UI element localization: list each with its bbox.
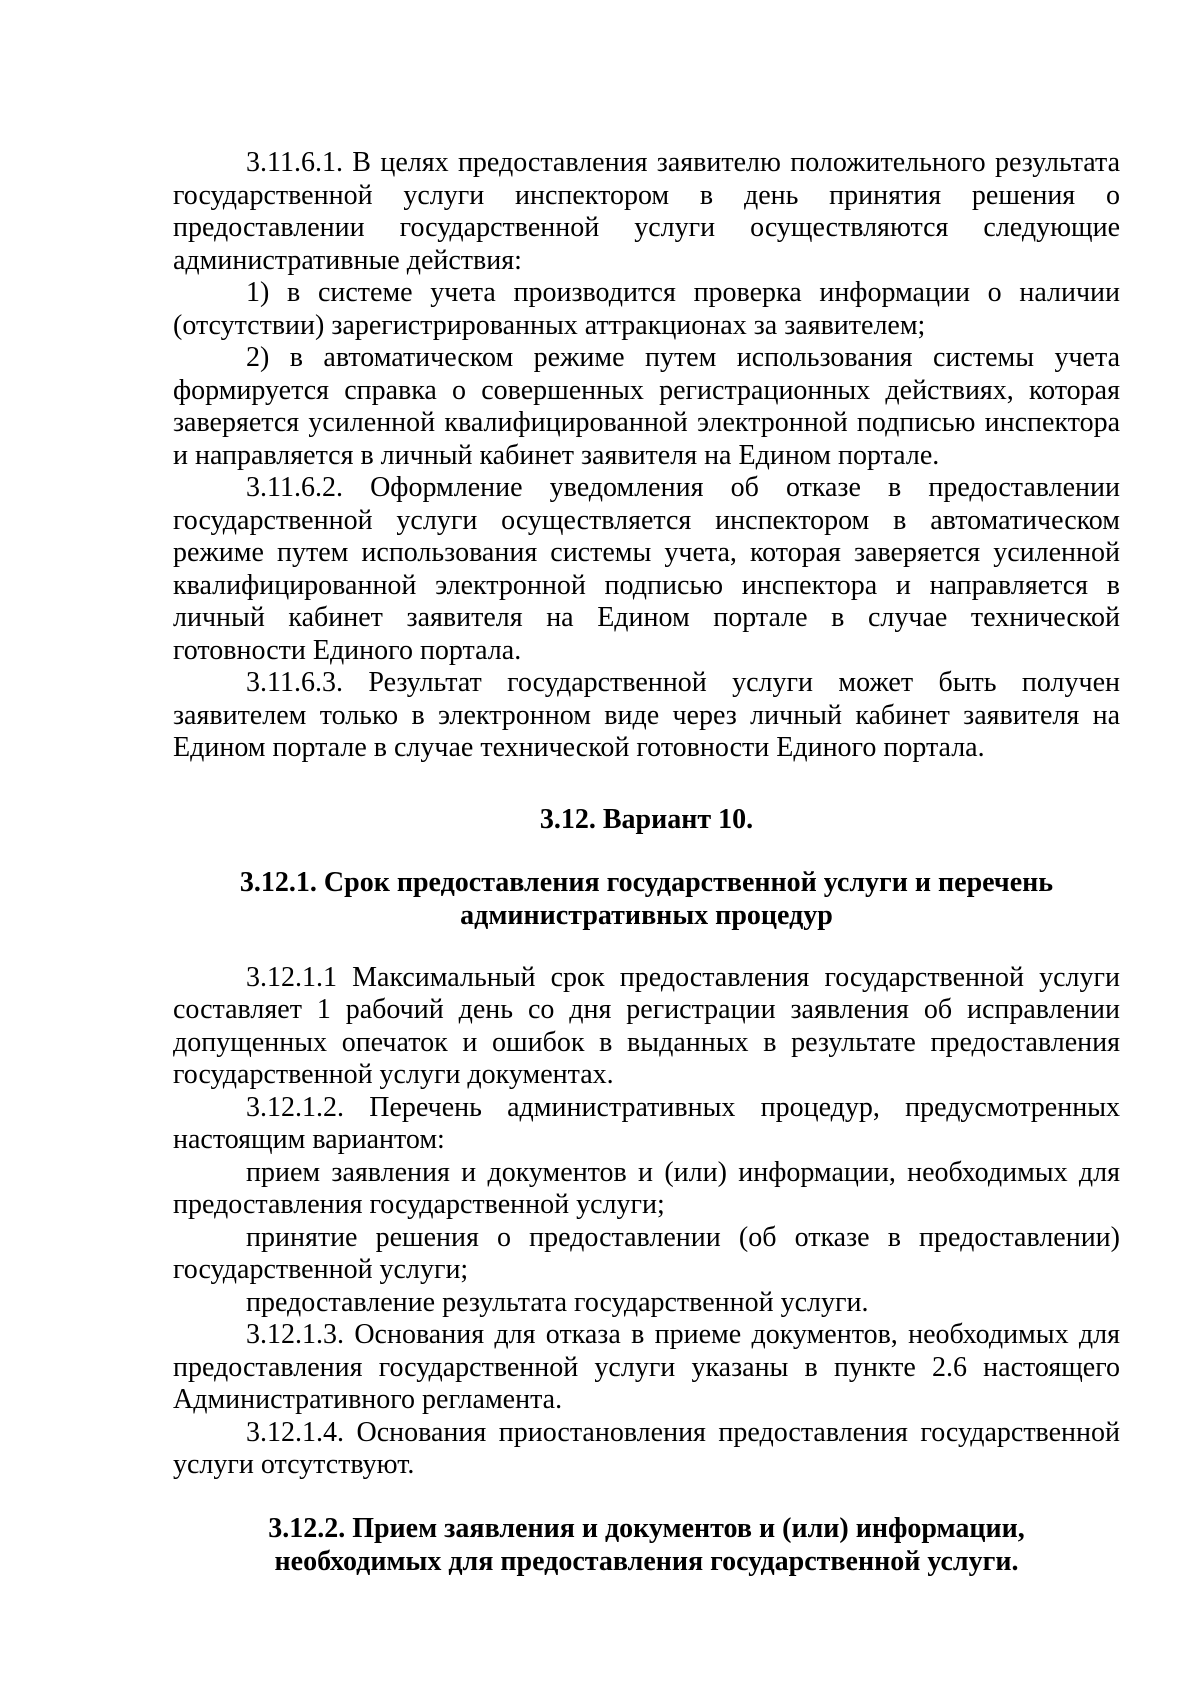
subsection-heading-3-12-1-line2: административных процедур bbox=[460, 899, 833, 931]
paragraph-3-12-1-2: 3.12.1.2. Перечень административных процедур, предусмотренных настоящим вариантом: bbox=[173, 1091, 1120, 1155]
list-item-procedure-3: предоставление результата государственной услуги. bbox=[246, 1286, 869, 1318]
list-item-procedure-2: принятие решения о предоставлении (об отказе в предоставлении) государственной услуги; bbox=[173, 1221, 1120, 1285]
section-heading-3-12: 3.12. Вариант 10. bbox=[539, 803, 754, 835]
paragraph-item-1: 1) в системе учета производится проверка информации о наличии (отсутствии) зарегистрированных аттракционах за заявителем; bbox=[173, 277, 1120, 341]
paragraph-3-11-6-3: 3.11.6.3. Результат государственной услуги может быть получен заявителем только в электронном виде через личный кабинет заявителя на Едином портале в случае технической готовности Единого портала. bbox=[173, 667, 1120, 763]
paragraph-3-11-6-1: 3.11.6.1. В целях предоставления заявителю положительного результата государственной услуги инспектором в день принятия решения о предоставлении государственной услуги осуществляются следующие административные действия: bbox=[173, 147, 1120, 276]
paragraph-3-11-6-2: 3.11.6.2. Оформление уведомления об отказе в предоставлении государственной услуги осуществляется инспектором в автоматическом режиме путем использования системы учета, которая заверяется усиленной квалифицированной электронной подписью инспектора и направляется в личный кабинет заявителя на Едином портале в случае технической готовности Единого портала. bbox=[173, 472, 1120, 666]
subsection-heading-3-12-2-line1: 3.12.2. Прием заявления и документов и (или) информации, bbox=[268, 1512, 1025, 1544]
document-page bbox=[173, 147, 1120, 1578]
paragraph-3-12-1-1: 3.12.1.1 Максимальный срок предоставления государственной услуги составляет 1 рабочий день со дня регистрации заявления об исправлении допущенных опечаток и ошибок в выданных в результате предоставления государственной услуги документах. bbox=[173, 961, 1120, 1090]
paragraph-item-2: 2) в автоматическом режиме путем использования системы учета формируется справка о совершенных регистрационных действиях, которая заверяется усиленной квалифицированной электронной подписью инспектора и направляется в личный кабинет заявителя на Едином портале. bbox=[173, 342, 1120, 471]
paragraph-3-12-1-4: 3.12.1.4. Основания приостановления предоставления государственной услуги отсутствуют. bbox=[173, 1416, 1120, 1480]
subsection-heading-3-12-2 bbox=[173, 1512, 1120, 1578]
subsection-heading-3-12-2-line2: необходимых для предоставления государственной услуги. bbox=[274, 1545, 1019, 1577]
subsection-heading-3-12-1-line1: 3.12.1. Срок предоставления государственной услуги и перечень bbox=[239, 866, 1054, 898]
subsection-heading-3-12-1 bbox=[173, 866, 1120, 932]
list-item-procedure-1: прием заявления и документов и (или) информации, необходимых для предоставления государственной услуги; bbox=[173, 1156, 1120, 1220]
paragraph-3-12-1-3: 3.12.1.3. Основания для отказа в приеме документов, необходимых для предоставления государственной услуги указаны в пункте 2.6 настоящего Административного регламента. bbox=[173, 1319, 1120, 1415]
